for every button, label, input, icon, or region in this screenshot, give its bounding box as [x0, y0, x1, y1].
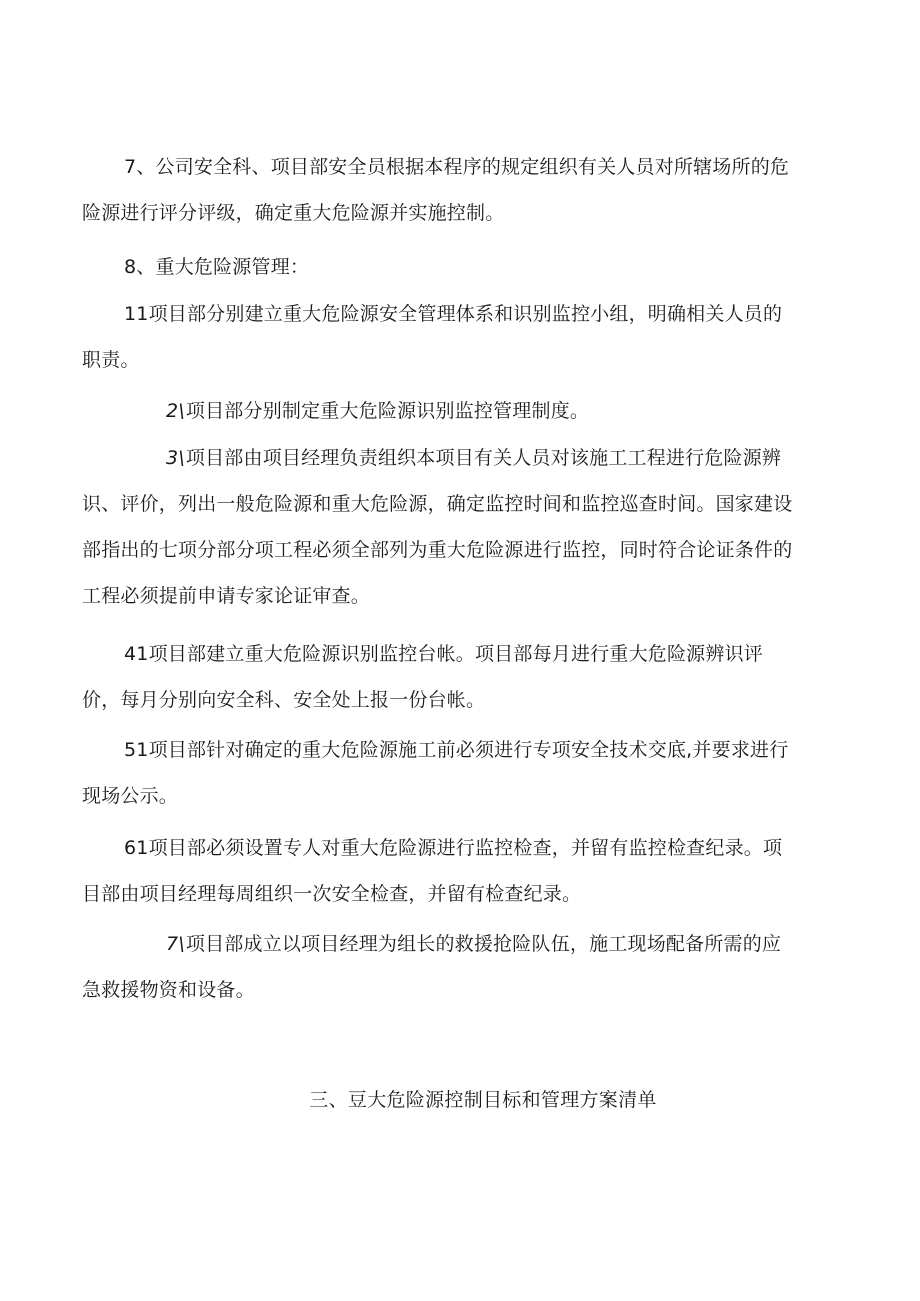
paragraph-8-item-7: 7\项目部成立以项目经理为组长的救援抢险队伍，施工现场配备所需的应急救援物资和设备。	[82, 921, 794, 1013]
paragraph-8-item-3: 3\项目部由项目经理负责组织本项目有关人员对该施工工程进行危险源辨识、评价，列出一般危险源和重大危险源，确定监控时间和监控巡查时间。国家建设部指出的七项分部分项工程必须全部列为重大危险源进行监控，同时符合论证条件的工程必须提前申请专家论证审查。	[82, 435, 794, 619]
item-number: 2\	[166, 400, 185, 422]
paragraph-8-item-6: 61项目部必须设置专人对重大危险源进行监控检查，并留有监控检查纪录。项目部由项目经理每周组织一次安全检查，并留有检查纪录。	[82, 837, 783, 905]
paragraph-8-heading: 8、重大危险源管理：	[124, 256, 310, 278]
paragraph-8-item-5: 51项目部针对确定的重大危险源施工前必须进行专项安全技术交底,并要求进行现场公示。	[82, 739, 789, 807]
item-number: 3\	[166, 447, 185, 469]
section-heading: 三、豆大危险源控制目标和管理方案清单	[309, 1089, 657, 1111]
paragraph-8-item-1: 11项目部分别建立重大危险源安全管理体系和识别监控小组，明确相关人员的职责。	[82, 303, 783, 371]
paragraph-7: 7、公司安全科、项目部安全员根据本程序的规定组织有关人员对所辖场所的危险源进行评分评级，确定重大危险源并实施控制。	[82, 156, 790, 224]
paragraph-8-item-4: 41项目部建立重大危险源识别监控台帐。项目部每月进行重大危险源辨识评价，每月分别向安全科、安全处上报一份台帐。	[82, 643, 763, 711]
paragraph-8-item-2: 2\项目部分别制定重大危险源识别监控管理制度。	[82, 388, 794, 434]
item-number: 7\	[166, 933, 185, 955]
